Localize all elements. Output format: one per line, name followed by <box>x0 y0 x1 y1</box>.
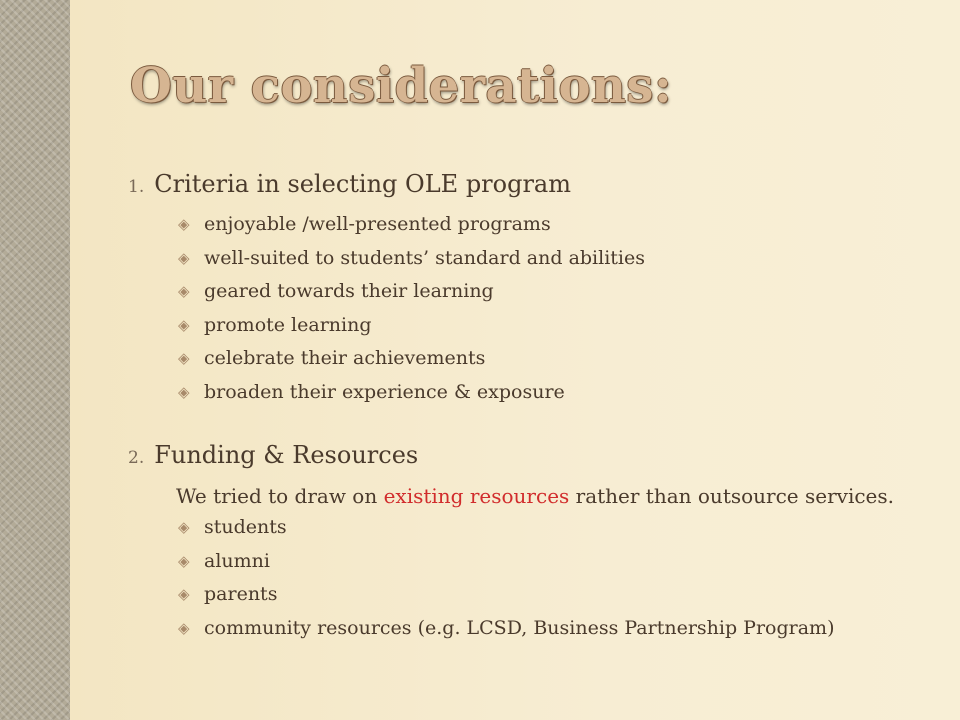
list-item-text: students <box>204 516 287 538</box>
section-1-list <box>178 211 938 412</box>
decorative-side-band <box>0 0 70 720</box>
diamond-bullet-icon: ◈ <box>178 282 190 300</box>
list-item <box>178 548 938 582</box>
diamond-bullet-icon: ◈ <box>178 585 190 603</box>
section-2-description <box>176 484 894 508</box>
list-item-text: enjoyable /well-presented programs <box>204 213 551 235</box>
diamond-bullet-icon: ◈ <box>178 518 190 536</box>
list-item <box>178 581 938 615</box>
list-item-text: parents <box>204 583 278 605</box>
diamond-bullet-icon: ◈ <box>178 551 190 570</box>
section-2-number: 2. <box>128 448 145 468</box>
list-item-text: well-suited to students’ standard and abilities <box>204 246 645 269</box>
slide-title: Our considerations: <box>130 58 673 114</box>
list-item <box>178 245 938 279</box>
diamond-bullet-icon: ◈ <box>178 382 190 401</box>
list-item <box>178 379 938 413</box>
diamond-bullet-icon: ◈ <box>178 618 190 637</box>
description-text-end: rather than outsource services. <box>569 484 895 508</box>
description-text-start: We tried to draw on <box>176 484 384 508</box>
list-item <box>178 514 938 548</box>
diamond-bullet-icon: ◈ <box>178 349 190 367</box>
list-item-text: community resources (e.g. LCSD, Business Partnership Program) <box>204 616 835 639</box>
section-1-heading-text: Criteria in selecting OLE program <box>154 170 571 198</box>
list-item <box>178 312 938 346</box>
section-2-heading <box>128 441 418 469</box>
list-item-text: alumni <box>204 549 270 572</box>
list-item <box>178 615 938 649</box>
section-2-heading-text: Funding & Resources <box>154 441 419 469</box>
section-2-list <box>178 514 938 648</box>
diamond-bullet-icon: ◈ <box>178 248 190 267</box>
list-item-text: geared towards their learning <box>204 280 494 302</box>
list-item-text: promote learning <box>204 313 372 336</box>
diamond-bullet-icon: ◈ <box>178 215 190 233</box>
list-item <box>178 211 938 245</box>
list-item <box>178 278 938 312</box>
highlighted-text: existing resources <box>383 484 570 508</box>
section-1-number: 1. <box>128 177 145 197</box>
list-item-text: celebrate their achievements <box>204 347 486 369</box>
list-item-text: broaden their experience & exposure <box>204 380 565 403</box>
section-1-heading <box>128 170 571 198</box>
diamond-bullet-icon: ◈ <box>178 315 190 334</box>
list-item <box>178 345 938 379</box>
slide <box>70 0 960 720</box>
